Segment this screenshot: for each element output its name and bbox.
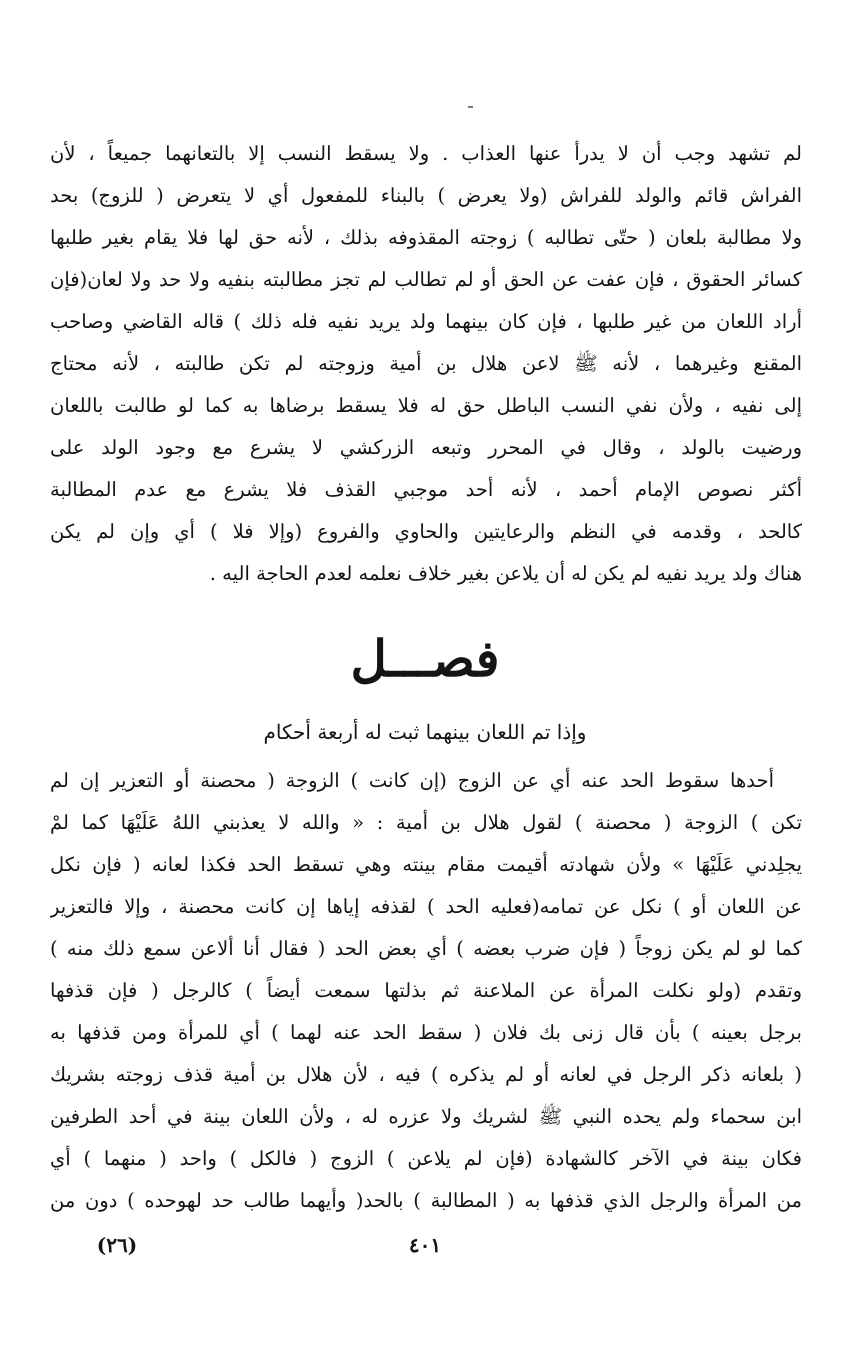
text-line: وتقدم (ولو نكلت المرأة عن الملاعنة ثم بذلتها سمعت أيضاً ) كالرجل ( فإن قذفها [50, 979, 802, 1002]
text-line: من المرأة والرجل الذي قذفها به ( المطالبة ) بالحد( وأيهما طالب حد لهوحده ) دون من [50, 1189, 802, 1212]
text-line: كسائر الحقوق ، فإن عفت عن الحق أو لم تطالب لم تجز مطالبته بنفيه ولا حد ولا لعان(فإن [50, 268, 802, 291]
text-line: كما لو لم يكن زوجاً ( فإن ضرب بعضه ) أي بعض الحد ( فقال أنا ألاعن سمع ذلك منه ) [50, 937, 802, 960]
bottom-paragraph [50, 760, 802, 1222]
text-line: عن اللعان أو ) نكل عن تمامه(فعليه الحد ) لقذفه إياها إن كانت محصنة ، وإلا فالتعزير [50, 895, 802, 918]
section-subheading: وإذا تم اللعان بينهما ثبت له أربعة أحكام [263, 720, 587, 744]
text-line: الفراش قائم والولد للفراش (ولا يعرض ) بالبناء للمفعول أي لا يتعرض ( للزوج) بحد [50, 184, 802, 207]
text-line: هناك ولد يريد نفيه لم يكن له أن يلاعن بغير خلاف نعلمه لعدم الحاجة اليه . [209, 562, 802, 585]
text-line: أكثر نصوص الإمام أحمد ، لأنه أحد موجبي القذف فلا يشرع مع عدم المطالبة [50, 478, 802, 501]
text-line: أحدها سقوط الحد عنه أي عن الزوج (إن كانت ) الزوجة ( محصنة أو التعزير إن لم [50, 769, 774, 792]
text-line: إلى نفيه ، ولأن نفي النسب الباطل حق له فلا يسقط برضاها به كما لو طالبت باللعان [50, 394, 802, 417]
text-line: كالحد ، وقدمه في النظم والرعايتين والحاوي والفروع (وإلا فلا ) أي وإن لم يكن [50, 520, 802, 543]
text-line: ورضيت بالولد ، وقال في المحرر وتبعه الزركشي لا يشرع مع وجود الولد على [50, 436, 802, 459]
text-line: لم تشهد وجب أن لا يدرأ عنها العذاب . ولا يسقط النسب إلا بالتعانهما جميعاً ، لأن [50, 142, 802, 165]
text-line: ولا مطالبة بلعان ( حتّى تطالبه ) زوجته المقذوفه بذلك ، لأنه حق لها فلا يقام بغير طلبها [50, 226, 802, 249]
section-heading [0, 620, 850, 698]
signature-mark: (٢٦) [96, 1233, 138, 1257]
text-line: ( بلعانه ذكر الرجل في لعانه أو لم يذكره ) فيه ، لأن هلال بن أمية قذف زوجته بشريك [50, 1063, 802, 1086]
text-line: المقنع وغيرهما ، لأنه ﷺ لاعن هلال بن أمية وزوجته لم تكن طالبته ، لأنه محتاج [50, 352, 802, 375]
top-paragraph [50, 133, 802, 595]
text-line: أراد اللعان من غير طلبها ، فإن كان بينهما ولد يريد نفيه فله ذلك ) قاله القاضي وصاحب [50, 310, 802, 333]
scan-speck [468, 106, 473, 108]
text-line: تكن ) الزوجة ( محصنة ) لقول هلال بن أمية : « والله لا يعذبني اللهُ عَلَيْهَا كما لمْ [50, 811, 802, 834]
section-heading-text: فصـــل [350, 629, 500, 688]
text-line: يجلِدني عَلَيْهَا » ولأن شهادته أقيمت مقام بينته وهي تسقط الحد فكذا لعانه ( فإن نكل [50, 853, 802, 876]
text-line: ابن سحماء ولم يحده النبي ﷺ لشريك ولا عزره له ، ولأن اللعان بينة في أحد الطرفين [50, 1105, 802, 1128]
text-line: برجل بعينه ) بأن قال زنى بك فلان ( سقط الحد عنه لهما ) أي للمرأة ومن قذفها به [50, 1021, 802, 1044]
text-line: فكان بينة في الآخر كالشهادة (فإن لم يلاعن ) الزوج ( فالكل ) واحد ( منهما ) أي [50, 1147, 802, 1170]
page-number: ٤٠١ [408, 1233, 442, 1257]
